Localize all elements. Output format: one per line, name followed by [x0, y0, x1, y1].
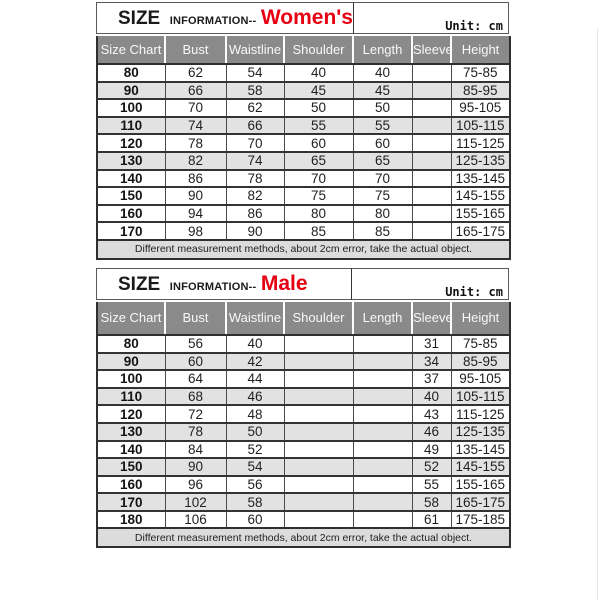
waistline-cell: 54 — [226, 458, 284, 476]
size-chart-cell: 80 — [97, 335, 165, 353]
length-cell — [353, 353, 412, 371]
column-header-sleeve: Sleeve — [412, 302, 451, 335]
size-chart-cell: 130 — [97, 152, 165, 170]
table-row — [97, 405, 510, 423]
column-header-waistline: Waistline — [226, 302, 284, 335]
height-cell: 105-115 — [451, 388, 510, 406]
sleeve-cell: 34 — [412, 353, 451, 371]
bust-cell: 94 — [165, 205, 226, 223]
table-row — [97, 170, 510, 188]
womens-table-body — [97, 64, 510, 240]
size-chart-cell: 160 — [97, 476, 165, 494]
size-chart-cell: 150 — [97, 458, 165, 476]
bust-cell: 86 — [165, 170, 226, 188]
bust-cell: 98 — [165, 222, 226, 240]
shoulder-cell: 40 — [284, 64, 353, 82]
bust-cell: 90 — [165, 187, 226, 205]
sleeve-cell — [412, 82, 451, 100]
sleeve-cell — [412, 134, 451, 152]
shoulder-cell: 80 — [284, 205, 353, 223]
table-row — [97, 476, 510, 494]
length-cell: 70 — [353, 170, 412, 188]
height-cell: 135-145 — [451, 441, 510, 459]
height-cell: 125-135 — [451, 152, 510, 170]
title-size-text: SIZE — [118, 8, 161, 29]
height-cell: 85-95 — [451, 353, 510, 371]
title-size-text: SIZE — [118, 273, 161, 295]
table-row — [97, 152, 510, 170]
waistline-cell: 52 — [226, 441, 284, 459]
bust-cell: 62 — [165, 64, 226, 82]
male-note-row — [97, 528, 510, 547]
sleeve-cell: 52 — [412, 458, 451, 476]
shoulder-cell: 65 — [284, 152, 353, 170]
sleeve-cell — [412, 64, 451, 82]
sleeve-cell — [412, 187, 451, 205]
womens-title-row — [96, 2, 509, 34]
table-row — [97, 423, 510, 441]
height-cell: 155-165 — [451, 205, 510, 223]
waistline-cell: 90 — [226, 222, 284, 240]
bust-cell: 90 — [165, 458, 226, 476]
waistline-cell: 56 — [226, 476, 284, 494]
column-header-height: Height — [451, 36, 510, 64]
size-chart-cell: 100 — [97, 370, 165, 388]
height-cell: 145-155 — [451, 187, 510, 205]
waistline-cell: 78 — [226, 170, 284, 188]
bust-cell: 56 — [165, 335, 226, 353]
column-header-bust: Bust — [165, 302, 226, 335]
height-cell: 75-85 — [451, 64, 510, 82]
bust-cell: 68 — [165, 388, 226, 406]
bust-cell: 72 — [165, 405, 226, 423]
womens-size-table — [96, 36, 511, 260]
table-row — [97, 388, 510, 406]
column-header-shoulder: Shoulder — [284, 302, 353, 335]
size-chart-cell: 180 — [97, 511, 165, 529]
size-chart-cell: 90 — [97, 353, 165, 371]
length-cell — [353, 405, 412, 423]
sleeve-cell: 31 — [412, 335, 451, 353]
height-cell: 95-105 — [451, 370, 510, 388]
male-table-title — [96, 268, 352, 300]
length-cell: 50 — [353, 99, 412, 117]
bust-cell: 96 — [165, 476, 226, 494]
column-header-size-chart: Size Chart — [97, 302, 165, 335]
waistline-cell: 50 — [226, 423, 284, 441]
table-row — [97, 117, 510, 135]
length-cell — [353, 476, 412, 494]
size-chart-cell: 150 — [97, 187, 165, 205]
waistline-cell: 58 — [226, 493, 284, 511]
table-row — [97, 64, 510, 82]
table-row — [97, 511, 510, 529]
length-cell: 65 — [353, 152, 412, 170]
shoulder-cell: 60 — [284, 134, 353, 152]
column-header-height: Height — [451, 302, 510, 335]
table-row — [97, 458, 510, 476]
table-row — [97, 441, 510, 459]
sleeve-cell — [412, 222, 451, 240]
size-chart-cell: 140 — [97, 170, 165, 188]
shoulder-cell: 45 — [284, 82, 353, 100]
height-cell: 135-145 — [451, 170, 510, 188]
size-chart-cell: 80 — [97, 64, 165, 82]
bust-cell: 78 — [165, 134, 226, 152]
waistline-cell: 40 — [226, 335, 284, 353]
length-cell — [353, 458, 412, 476]
waistline-cell: 82 — [226, 187, 284, 205]
size-chart-cell: 130 — [97, 423, 165, 441]
womens-note-row — [97, 240, 510, 259]
right-edge-line — [597, 28, 598, 600]
sleeve-cell: 49 — [412, 441, 451, 459]
bust-cell: 70 — [165, 99, 226, 117]
length-cell: 85 — [353, 222, 412, 240]
size-chart-cell: 110 — [97, 117, 165, 135]
table-row — [97, 222, 510, 240]
shoulder-cell — [284, 441, 353, 459]
height-cell: 85-95 — [451, 82, 510, 100]
measurement-note: Different measurement methods, about 2cm error, take the actual object. — [97, 528, 510, 547]
waistline-cell: 54 — [226, 64, 284, 82]
title-gender-text: Women's — [260, 6, 353, 29]
title-information-text: INFORMATION-- — [169, 280, 257, 293]
height-cell: 95-105 — [451, 99, 510, 117]
size-chart-cell: 140 — [97, 441, 165, 459]
column-header-waistline: Waistline — [226, 36, 284, 64]
size-chart-cell: 120 — [97, 134, 165, 152]
shoulder-cell: 55 — [284, 117, 353, 135]
height-cell: 155-165 — [451, 476, 510, 494]
sleeve-cell: 40 — [412, 388, 451, 406]
sleeve-cell — [412, 205, 451, 223]
womens-size-table-block — [96, 2, 509, 260]
measurement-note: Different measurement methods, about 2cm error, take the actual object. — [97, 240, 510, 259]
sleeve-cell: 55 — [412, 476, 451, 494]
length-cell — [353, 423, 412, 441]
shoulder-cell — [284, 511, 353, 529]
waistline-cell: 62 — [226, 99, 284, 117]
male-title-row — [96, 268, 509, 300]
male-size-table — [96, 302, 511, 549]
title-gender-text: Male — [260, 271, 308, 295]
shoulder-cell — [284, 476, 353, 494]
length-cell — [353, 441, 412, 459]
sleeve-cell — [412, 152, 451, 170]
waistline-cell: 86 — [226, 205, 284, 223]
table-row — [97, 493, 510, 511]
size-chart-cell: 100 — [97, 99, 165, 117]
length-cell: 60 — [353, 134, 412, 152]
length-cell — [353, 335, 412, 353]
table-row — [97, 187, 510, 205]
waistline-cell: 58 — [226, 82, 284, 100]
table-row — [97, 370, 510, 388]
unit-label: Unit: cm — [445, 284, 503, 299]
sleeve-cell: 61 — [412, 511, 451, 529]
sleeve-cell — [412, 99, 451, 117]
length-cell — [353, 511, 412, 529]
sleeve-cell: 43 — [412, 405, 451, 423]
table-row — [97, 82, 510, 100]
bust-cell: 78 — [165, 423, 226, 441]
male-table-body — [97, 335, 510, 529]
sleeve-cell: 58 — [412, 493, 451, 511]
size-chart-cell: 170 — [97, 222, 165, 240]
length-cell — [353, 370, 412, 388]
length-cell: 55 — [353, 117, 412, 135]
shoulder-cell: 50 — [284, 99, 353, 117]
waistline-cell: 46 — [226, 388, 284, 406]
shoulder-cell — [284, 335, 353, 353]
table-row — [97, 134, 510, 152]
waistline-cell: 60 — [226, 511, 284, 529]
column-header-length: Length — [353, 36, 412, 64]
waistline-cell: 42 — [226, 353, 284, 371]
size-chart-cell: 160 — [97, 205, 165, 223]
column-header-length: Length — [353, 302, 412, 335]
height-cell: 75-85 — [451, 335, 510, 353]
bust-cell: 82 — [165, 152, 226, 170]
bust-cell: 66 — [165, 82, 226, 100]
table-row — [97, 99, 510, 117]
shoulder-cell — [284, 405, 353, 423]
bust-cell: 102 — [165, 493, 226, 511]
waistline-cell: 66 — [226, 117, 284, 135]
column-header-sleeve: Sleeve — [412, 36, 451, 64]
height-cell: 165-175 — [451, 222, 510, 240]
waistline-cell: 70 — [226, 134, 284, 152]
male-header-row — [97, 302, 510, 335]
shoulder-cell — [284, 370, 353, 388]
shoulder-cell: 75 — [284, 187, 353, 205]
length-cell — [353, 493, 412, 511]
length-cell — [353, 388, 412, 406]
waistline-cell: 48 — [226, 405, 284, 423]
shoulder-cell: 70 — [284, 170, 353, 188]
title-information-text: INFORMATION-- — [169, 15, 257, 27]
sleeve-cell — [412, 170, 451, 188]
shoulder-cell — [284, 493, 353, 511]
column-header-shoulder: Shoulder — [284, 36, 353, 64]
sleeve-cell: 37 — [412, 370, 451, 388]
shoulder-cell — [284, 388, 353, 406]
height-cell: 145-155 — [451, 458, 510, 476]
womens-table-title — [96, 2, 354, 34]
size-chart-cell: 170 — [97, 493, 165, 511]
shoulder-cell: 85 — [284, 222, 353, 240]
waistline-cell: 74 — [226, 152, 284, 170]
height-cell: 115-125 — [451, 405, 510, 423]
height-cell: 175-185 — [451, 511, 510, 529]
womens-unit-box — [354, 2, 509, 34]
male-size-table-block — [96, 268, 509, 549]
size-chart-cell: 90 — [97, 82, 165, 100]
shoulder-cell — [284, 423, 353, 441]
shoulder-cell — [284, 353, 353, 371]
womens-header-row — [97, 36, 510, 64]
height-cell: 115-125 — [451, 134, 510, 152]
bust-cell: 64 — [165, 370, 226, 388]
sleeve-cell: 46 — [412, 423, 451, 441]
size-chart-cell: 120 — [97, 405, 165, 423]
bust-cell: 84 — [165, 441, 226, 459]
table-row — [97, 353, 510, 371]
sleeve-cell — [412, 117, 451, 135]
male-unit-box — [352, 268, 509, 300]
length-cell: 80 — [353, 205, 412, 223]
length-cell: 75 — [353, 187, 412, 205]
bust-cell: 106 — [165, 511, 226, 529]
height-cell: 165-175 — [451, 493, 510, 511]
length-cell: 40 — [353, 64, 412, 82]
waistline-cell: 44 — [226, 370, 284, 388]
bust-cell: 74 — [165, 117, 226, 135]
unit-label: Unit: cm — [445, 19, 503, 33]
table-row — [97, 335, 510, 353]
table-row — [97, 205, 510, 223]
shoulder-cell — [284, 458, 353, 476]
column-header-bust: Bust — [165, 36, 226, 64]
size-charts-sheet — [96, 2, 509, 548]
bust-cell: 60 — [165, 353, 226, 371]
size-chart-cell: 110 — [97, 388, 165, 406]
height-cell: 105-115 — [451, 117, 510, 135]
height-cell: 125-135 — [451, 423, 510, 441]
length-cell: 45 — [353, 82, 412, 100]
column-header-size-chart: Size Chart — [97, 36, 165, 64]
